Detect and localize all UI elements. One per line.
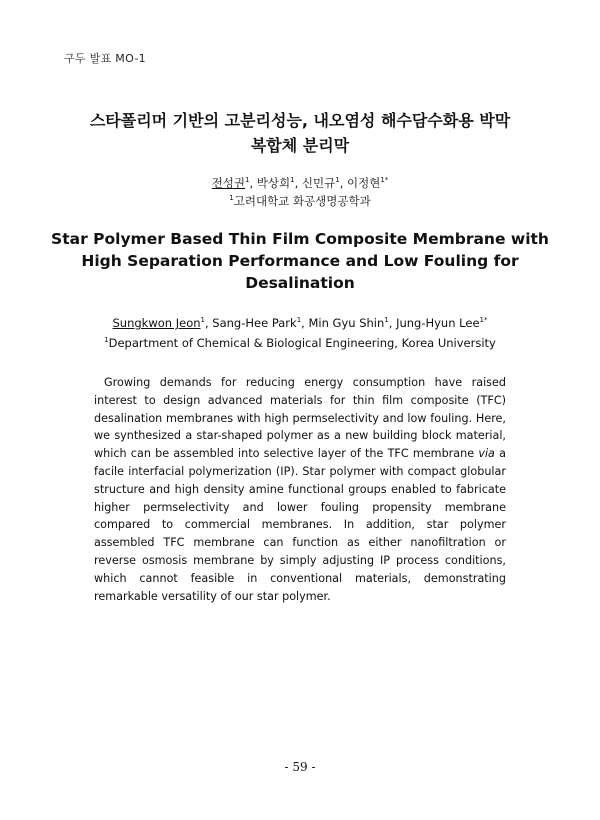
korean-title-line-2: 복합체 분리막	[250, 136, 350, 155]
korean-author-sup: 1	[290, 176, 295, 185]
session-label: 구두 발표 MO-1	[64, 52, 146, 65]
author-separator: ,	[339, 176, 348, 190]
author-separator: ,	[204, 316, 213, 330]
korean-author-name: 전성권	[211, 176, 246, 190]
english-author-name: Jung-Hyun Lee	[396, 316, 480, 330]
english-affiliation	[0, 336, 600, 350]
author-separator: ,	[388, 316, 397, 330]
author-separator: ,	[249, 176, 257, 190]
english-author-name: Sungkwon Jeon	[112, 316, 201, 330]
english-title-line-3: Desalination	[245, 274, 355, 292]
korean-authors	[0, 174, 600, 193]
korean-affiliation-text: 고려대학교 화공생명공학과	[233, 194, 371, 208]
english-author-sup: 1	[296, 316, 302, 325]
english-title-line-2: High Separation Performance and Low Fouling for	[81, 252, 519, 270]
korean-author-sup: 1*	[380, 176, 389, 185]
korean-author-name: 신민규	[301, 176, 336, 190]
author-separator: ,	[301, 316, 309, 330]
english-author-name: Min Gyu Shin	[308, 316, 385, 330]
page-number: - 59 -	[284, 760, 316, 774]
korean-author-sup: 1	[245, 176, 250, 185]
korean-title	[0, 108, 600, 158]
english-author-name: Sang-Hee Park	[212, 316, 297, 330]
english-title-line-1: Star Polymer Based Thin Film Composite Membrane with	[51, 230, 549, 248]
korean-author-name: 박상희	[256, 176, 291, 190]
english-title	[0, 228, 600, 294]
english-affiliation-text: Department of Chemical & Biological Engineering, Korea University	[108, 336, 496, 350]
abstract-text-part-1: Growing demands for reducing energy consumption have raised interest to design advanced materials for thin film composite (TFC) desalination membranes with high permselectivity and low fouling. Here, we synthesized a star-shaped polymer as a new building block material, which can be assembled into selective layer of the TFC membrane	[94, 376, 506, 461]
english-author-sup: 1*	[479, 316, 488, 325]
abstract-italic-via: via	[478, 447, 495, 461]
english-author-sup: 1	[200, 316, 205, 325]
korean-affiliation-sup: 1	[229, 194, 234, 203]
korean-author-name: 이정현	[347, 176, 381, 190]
korean-title-line-1: 스타폴리머 기반의 고분리성능, 내오염성 해수담수화용 박막	[89, 111, 511, 130]
abstract-paragraph	[94, 374, 506, 605]
english-affiliation-sup: 1	[104, 336, 109, 345]
korean-affiliation	[0, 193, 600, 209]
english-authors	[0, 316, 600, 330]
korean-author-sup: 1	[335, 176, 340, 185]
abstract-text-part-2: a facile interfacial polymerization (IP). Star polymer with compact globular structure and high density amine functional groups enabled to fabricate higher permselectivity and lower fouling propensity membrane compared to commercial membranes. In addition, star polymer assembled TFC membrane can function as either nanofiltration or reverse osmosis membrane by simply adjusting IP process conditions, which cannot feasible in conventional materials, demonstrating remarkable versatility of our star polymer.	[94, 447, 506, 603]
english-author-sup: 1	[384, 316, 389, 325]
author-separator: ,	[294, 176, 302, 190]
